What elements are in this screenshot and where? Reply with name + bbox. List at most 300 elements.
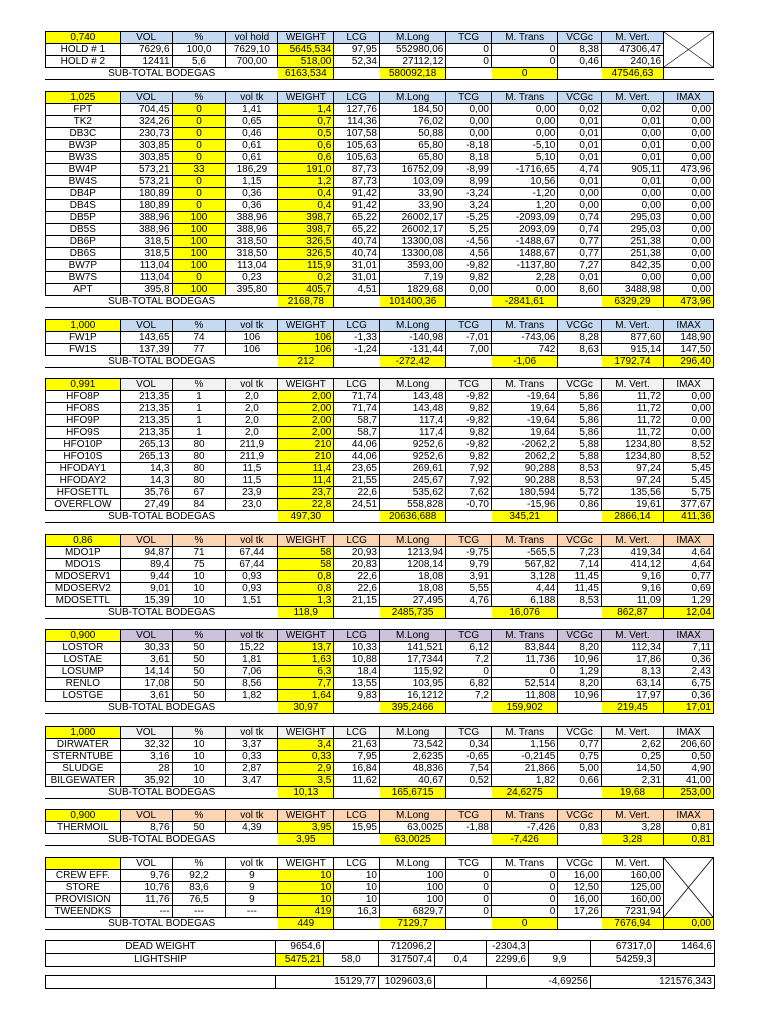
hold-header-row [46,32,714,44]
tanks-table [45,91,714,308]
lube-tank-name: LOSTAE [46,654,121,666]
stores-cell: 125,00 [601,882,663,894]
stores-col-header: vol tk [226,858,278,870]
mdo-header-row [46,535,714,547]
misc-tank-name: BILGEWATER [46,775,121,787]
tanks-cell: 191,0 [278,164,334,176]
table-row [46,571,714,583]
lube-cell: 11,736 [491,654,557,666]
misc-cell: 32,32 [120,739,172,751]
stores-table [45,857,714,930]
tanks-cell: -1,20 [491,188,557,200]
misc-cell: 0,75 [558,751,602,763]
stores-cell: 83,6 [172,882,226,894]
tanks-cell: 115,9 [278,260,334,272]
tanks-cell: 100 [172,260,226,272]
table-row [46,224,714,236]
tanks-cell: 50,88 [379,128,445,140]
tanks-tank-name: BW3P [46,140,121,152]
lube-subtotal-mvert: 219,45 [601,702,663,714]
tanks-cell: 0,00 [446,128,492,140]
table-row [46,822,714,834]
misc-header-row [46,727,714,739]
misc-cell: 2,87 [226,763,278,775]
hold-cell: 100,0 [172,44,226,56]
thermoil-cell: 8,76 [120,822,172,834]
mdo-cell: 94,87 [120,547,172,559]
stores-cell: 10 [278,882,334,894]
hfo-subtotal-mvert: 2866,14 [601,511,663,523]
hfo-subtotal-row [46,511,714,523]
hfo-subtotal-mlong: 20636,688 [379,511,445,523]
hfo-cell: -9,82 [446,415,492,427]
mdo-cell: 18,08 [379,571,445,583]
misc-cell: 0,33 [278,751,334,763]
table-row [46,391,714,403]
stores-col-header: WEIGHT [278,858,334,870]
hold-col-header: M. Vert. [601,32,663,44]
hold-col-header: VOL [120,32,172,44]
hold-cell: 0 [446,44,492,56]
table-row [46,547,714,559]
misc-cell: 0,66 [558,775,602,787]
misc-col-header: M.Long [379,727,445,739]
misc-subtotal-mtrans: 24,6275 [491,787,557,799]
tanks-cell: 65,80 [379,140,445,152]
hfo-cell: 1234,80 [601,439,663,451]
hfo-cell: 80 [172,451,226,463]
tanks-cell: 0,46 [226,128,278,140]
fw-col-header: VCGc [558,320,602,332]
mdo-cell: 20,83 [334,559,380,571]
tanks-cell: 0,00 [664,224,714,236]
thermoil-subtotal-mvert: 3,28 [601,834,663,846]
tanks-cell: 0,2 [278,272,334,284]
mdo-col-header: IMAX [664,535,714,547]
tanks-cell: 16752,09 [379,164,445,176]
lube-subtotal-imax: 17,01 [664,702,714,714]
mdo-cell: 9,16 [601,571,663,583]
fw-col-header: M. Trans [491,320,557,332]
stores-cell: 10 [278,894,334,906]
mdo-col-header: VCGc [558,535,602,547]
tanks-subtotal-label: SUB-TOTAL BODEGAS [46,296,278,308]
tanks-col-header: IMAX [664,92,714,104]
hfo-cell: 117,4 [379,427,445,439]
hold-col-header: M.Long [379,32,445,44]
lightship-mtrans: 2299,6 [487,954,529,967]
thermoil-col-header: IMAX [664,810,714,822]
thermoil-subtotal-weight: 3,95 [278,834,334,846]
hfo-cell: 11,5 [226,475,278,487]
tanks-tank-name: TK2 [46,116,121,128]
table-row [46,427,714,439]
hfo-tank-name: HFO9S [46,427,121,439]
tanks-cell: 8,18 [446,152,492,164]
hfo-cell: 23,0 [226,499,278,511]
stores-cell: 0 [491,870,557,882]
tanks-col-header: M. Trans [491,92,557,104]
hfo-cell: 71,74 [334,391,380,403]
tanks-cell: 0,00 [664,140,714,152]
table-row [46,451,714,463]
hfo-cell: 7,62 [446,487,492,499]
thermoil-cell: 4,39 [226,822,278,834]
hfo-cell: 0,00 [664,415,714,427]
hfo-cell: 5,86 [558,391,602,403]
hfo-cell: 5,88 [558,451,602,463]
hfo-cell: 265,13 [120,439,172,451]
fw-col-header: M.Long [379,320,445,332]
stores-cell: 12,50 [558,882,602,894]
fw-cell: 877,60 [601,332,663,344]
lube-cell: 2,43 [664,666,714,678]
misc-cell: 3,5 [278,775,334,787]
tanks-col-header: VOL [120,92,172,104]
table-row [46,894,714,906]
lightship-tcg: 0,4 [435,954,487,967]
hfo-cell: 2,00 [278,427,334,439]
hold-table [45,31,714,80]
misc-cell: 11,62 [334,775,380,787]
fw-col-header: LCG [334,320,380,332]
hfo-cell: 2,0 [226,403,278,415]
lube-cell: 7,2 [446,690,492,702]
hfo-cell: 269,61 [379,463,445,475]
hfo-col-header: M. Trans [491,379,557,391]
tanks-cell: 0,74 [558,224,602,236]
fw-subtotal-weight: 212 [278,356,334,368]
hfo-cell: 180,594 [491,487,557,499]
fw-cell: 106 [226,344,278,356]
mdo-cell: 3,128 [491,571,557,583]
mdo-cell: 4,76 [446,595,492,607]
lube-cell: 50 [172,690,226,702]
misc-cell: 10 [172,739,226,751]
lube-cell: 10,96 [558,690,602,702]
misc-tank-name: SLUDGE [46,763,121,775]
deadweight-imax: 1464,6 [655,941,715,954]
mdo-cell: 0,69 [664,583,714,595]
mdo-cell: 18,08 [379,583,445,595]
fw-cell: -1,33 [334,332,380,344]
tanks-cell: 0 [172,140,226,152]
lube-cell: 8,13 [601,666,663,678]
fw-subtotal-imax: 296,40 [664,356,714,368]
lube-subtotal-row [46,702,714,714]
table-row [46,200,714,212]
tanks-cell: 0 [172,116,226,128]
lightship-label: LIGHTSHIP [46,954,276,967]
total-mlong: 1029603,6 [379,976,435,989]
fw-col-header: TCG [446,320,492,332]
mdo-cell: 4,64 [664,559,714,571]
lube-tank-name: LOSTGE [46,690,121,702]
hfo-cell: 11,5 [226,463,278,475]
fw-cell: -7,01 [446,332,492,344]
hfo-cell: 8,53 [558,475,602,487]
thermoil-cell: 3,95 [278,822,334,834]
lube-cell: 1,63 [278,654,334,666]
lube-cell: 17,97 [601,690,663,702]
tanks-cell: 0,00 [664,116,714,128]
tanks-cell: 0,00 [664,236,714,248]
hfo-cell: 213,35 [120,415,172,427]
tanks-cell: 0 [172,272,226,284]
fw-col-header: WEIGHT [278,320,334,332]
hold-col-header: % [172,32,226,44]
hold-subtotal-mvert: 47546,63 [601,68,663,80]
fw-cell: 742 [491,344,557,356]
tanks-tank-name: DB3C [46,128,121,140]
fw-subtotal-mvert: 1792,74 [601,356,663,368]
stores-cell: 6829,7 [379,906,445,918]
tanks-cell: 0,00 [601,188,663,200]
hfo-cell: 19,64 [491,427,557,439]
tanks-cell: 303,85 [120,152,172,164]
mdo-subtotal-imax: 12,04 [664,607,714,619]
tanks-cell: 87,73 [334,164,380,176]
tanks-cell: 230,73 [120,128,172,140]
hfo-cell: 0,00 [664,427,714,439]
table-row [46,751,714,763]
mdo-cell: 3,91 [446,571,492,583]
lube-cell: 1,81 [226,654,278,666]
tanks-subtotal-mlong: 101400,36 [379,296,445,308]
tanks-cell: 0 [172,176,226,188]
lube-cell: 17,86 [601,654,663,666]
table-row [46,284,714,296]
hfo-cell: 11,72 [601,391,663,403]
hfo-cell: 1234,80 [601,451,663,463]
hfo-cell: 211,9 [226,439,278,451]
tanks-cell: 0 [172,128,226,140]
table-row [46,654,714,666]
tanks-col-header: M. Vert. [601,92,663,104]
tanks-col-header: TCG [446,92,492,104]
misc-col-header: WEIGHT [278,727,334,739]
tanks-cell: 0,4 [278,188,334,200]
mdo-cell: 58 [278,547,334,559]
lube-col-header: WEIGHT [278,630,334,642]
tanks-cell: 295,03 [601,224,663,236]
fw-cell: 8,28 [558,332,602,344]
mdo-tank-name: MDOSERV2 [46,583,121,595]
lube-cell: 0 [446,666,492,678]
tanks-cell: 1,2 [278,176,334,188]
table-row [46,44,714,56]
lube-col-header: VCGc [558,630,602,642]
stores-cell: 100 [379,894,445,906]
tanks-cell: 0,00 [446,116,492,128]
thermoil-header-row [46,810,714,822]
thermoil-col-header: M.Long [379,810,445,822]
thermoil-cell: 0,83 [558,822,602,834]
lube-oil-table [45,629,714,714]
mdo-col-header: VOL [120,535,172,547]
stores-header-row [46,858,714,870]
misc-cell: 3,16 [120,751,172,763]
tanks-cell: 0,00 [491,104,557,116]
misc-density: 1,000 [46,727,121,739]
mdo-cell: 22,6 [334,571,380,583]
hfo-cell: 24,51 [334,499,380,511]
mdo-cell: 0,93 [226,583,278,595]
mdo-cell: 0,8 [278,583,334,595]
mdo-subtotal-label: SUB-TOTAL BODEGAS [46,607,278,619]
misc-cell: 48,836 [379,763,445,775]
table-row [46,475,714,487]
mdo-cell: 22,6 [334,583,380,595]
tanks-cell: 1,4 [278,104,334,116]
tanks-cell: 0,00 [558,188,602,200]
tanks-cell: 318,50 [226,248,278,260]
hfo-cell: 9,82 [446,427,492,439]
tanks-cell: 9,82 [446,272,492,284]
mdo-cell: 10 [172,583,226,595]
table-row [46,870,714,882]
tanks-cell: 398,7 [278,224,334,236]
tanks-cell: 398,7 [278,212,334,224]
mdo-col-header: TCG [446,535,492,547]
misc-col-header: TCG [446,727,492,739]
deadweight-label: DEAD WEIGHT [46,941,276,954]
mdo-cell: 419,34 [601,547,663,559]
misc-cell: 16,84 [334,763,380,775]
misc-cell: 2,62 [601,739,663,751]
mdo-cell: 67,44 [226,547,278,559]
misc-cell: 2,31 [601,775,663,787]
tanks-cell: -5,10 [491,140,557,152]
lube-cell: 63,14 [601,678,663,690]
tanks-cell: 91,42 [334,200,380,212]
lube-subtotal-mlong: 395,2466 [379,702,445,714]
fw-cell: 147,50 [664,344,714,356]
lube-cell: 6,75 [664,678,714,690]
hfo-cell: 44,06 [334,451,380,463]
tanks-cell: 100 [172,236,226,248]
misc-subtotal-mlong: 165,6715 [379,787,445,799]
hfo-col-header: vol tk [226,379,278,391]
hfo-col-header: LCG [334,379,380,391]
hold-cell: 0 [446,56,492,68]
tanks-tank-name: BW7S [46,272,121,284]
tanks-cell: 180,89 [120,188,172,200]
thermoil-cell: -7,426 [491,822,557,834]
lube-tank-name: LOSTOR [46,642,121,654]
hfo-table [45,378,714,523]
lube-col-header: vol tk [226,630,278,642]
table-row [46,678,714,690]
tanks-tank-name: DB6P [46,236,121,248]
hfo-cell: 5,86 [558,415,602,427]
tanks-cell: -5,25 [446,212,492,224]
hfo-tank-name: HFODAY2 [46,475,121,487]
table-row [46,463,714,475]
tanks-header-row [46,92,714,104]
hfo-cell: 5,86 [558,403,602,415]
thermoil-col-header: LCG [334,810,380,822]
hfo-cell: 67 [172,487,226,499]
tanks-cell: 405,7 [278,284,334,296]
tanks-col-header: LCG [334,92,380,104]
thermoil-col-header: M. Vert. [601,810,663,822]
lube-cell: 83,844 [491,642,557,654]
hold-cell: 8,38 [558,44,602,56]
total-mtrans: -4,69256 [487,976,591,989]
hold-cell: 518,00 [278,56,334,68]
tanks-cell: 0,77 [558,236,602,248]
thermoil-col-header: TCG [446,810,492,822]
stores-col-header: VCGc [558,858,602,870]
hfo-cell: 21,55 [334,475,380,487]
tanks-cell: 10,56 [491,176,557,188]
fw-col-header: IMAX [664,320,714,332]
tanks-cell: 26002,17 [379,224,445,236]
hfo-cell: 71,74 [334,403,380,415]
stores-cell: --- [120,906,172,918]
hfo-col-header: IMAX [664,379,714,391]
hfo-col-header: VOL [120,379,172,391]
hfo-cell: 0,86 [558,499,602,511]
table-row [46,583,714,595]
hold-cell: 700,00 [226,56,278,68]
lube-cell: 7,2 [446,654,492,666]
misc-subtotal-mvert: 19,68 [601,787,663,799]
tanks-cell: 2,28 [491,272,557,284]
tanks-cell: 105,63 [334,140,380,152]
tanks-cell: 100 [172,212,226,224]
hold-tank-name: HOLD # 1 [46,44,121,56]
tanks-density: 1,025 [46,92,121,104]
lube-cell: 7,06 [226,666,278,678]
misc-cell: 40,67 [379,775,445,787]
hfo-cell: -9,82 [446,439,492,451]
hfo-cell: 23,9 [226,487,278,499]
stores-cell: --- [172,906,226,918]
fw-cell: 915,14 [601,344,663,356]
hold-cell: 47306,47 [601,44,663,56]
lube-cell: 30,33 [120,642,172,654]
hfo-cell: 7,92 [446,463,492,475]
tanks-cell: -2093,09 [491,212,557,224]
fw-cell: -140,98 [379,332,445,344]
hfo-cell: 11,4 [278,463,334,475]
table-row [46,690,714,702]
tanks-cell: 0,01 [558,140,602,152]
lube-col-header: TCG [446,630,492,642]
lube-subtotal-weight: 30,97 [278,702,334,714]
hfo-cell: 2,00 [278,391,334,403]
tanks-cell: 76,02 [379,116,445,128]
hold-cell: 552980,06 [379,44,445,56]
stores-cell: --- [226,906,278,918]
tanks-cell: 0 [172,104,226,116]
thermoil-subtotal-label: SUB-TOTAL BODEGAS [46,834,278,846]
fw-cell: 106 [278,344,334,356]
lube-cell: 141,521 [379,642,445,654]
stores-col-header: % [172,858,226,870]
hfo-cell: 1 [172,391,226,403]
tanks-cell: 87,73 [334,176,380,188]
thermoil-cell: 50 [172,822,226,834]
tanks-cell: 100 [172,248,226,260]
tanks-cell: 842,35 [601,260,663,272]
hfo-cell: 44,06 [334,439,380,451]
lube-cell: 103,95 [379,678,445,690]
hfo-cell: 80 [172,475,226,487]
mdo-cell: 6,188 [491,595,557,607]
